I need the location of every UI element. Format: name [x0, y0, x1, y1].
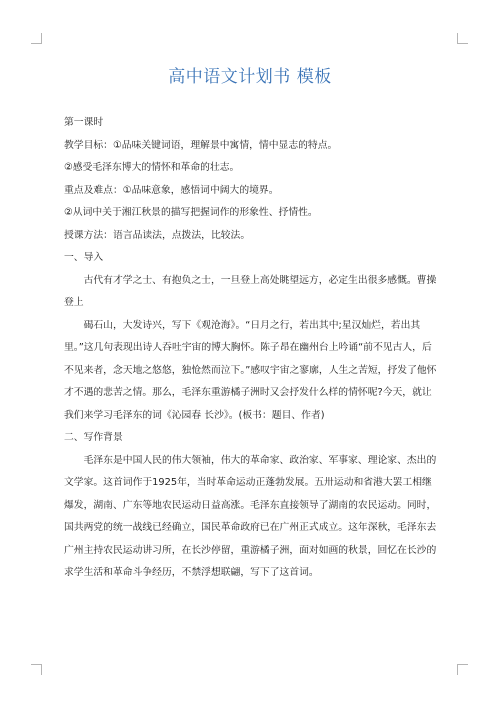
crop-mark-bottom-left — [31, 664, 42, 675]
section-heading: 一、导入 — [64, 252, 104, 263]
paragraph: 碣石山，大发诗兴，写下《观沧海》。“日月之行，若出其中;星汉灿烂，若出其里。”这几句表现出诗人吞吐宇宙的博大胸怀。陈子昂在幽州台上吟诵“前不见古人，后不见来者，念天地之悠悠，独怆然而泣下。”感叹宇宙之寥廓，人生之苦短，抒发了他怀才不遇的悲苦之情。那么，毛泽东重游橘子洲时又会抒发什么样的情怀呢?今天，就让我们来学习毛泽东的词《沁园春 长沙》。(板书：题目、作者) — [64, 319, 437, 421]
paragraph: 第一课时 — [64, 117, 104, 128]
document-title: 高中语文计划书 模板 — [168, 67, 332, 87]
paragraph: 重点及难点：①品味意象，感悟词中阔大的境界。 — [64, 184, 279, 196]
crop-mark-top-right — [457, 33, 468, 44]
section-heading: 二、写作背景 — [64, 432, 123, 443]
crop-mark-bottom-right — [457, 664, 468, 675]
crop-mark-top-left — [31, 33, 42, 44]
paragraph: 授课方法：语言品读法，点拨法，比较法。 — [64, 229, 251, 241]
paragraph: 古代有才学之士、有抱负之士，一旦登上高处眺望远方，必定生出很多感慨。曹操登上 — [64, 274, 437, 308]
document-body — [64, 112, 438, 585]
paragraph: ②感受毛泽东博大的情怀和革命的壮志。 — [64, 162, 240, 173]
paragraph: 教学目标：①品味关键词语，理解景中寓情，情中显志的特点。 — [64, 139, 338, 151]
paragraph: ②从词中关于湘江秋景的描写把握词作的形象性、抒情性。 — [64, 207, 318, 218]
paragraph: 毛泽东是中国人民的伟大领袖，伟大的革命家、政治家、军事家、理论家、杰出的文学家。这首词作于1925年，当时革命运动正蓬勃发展。五卅运动和省港大罢工相继爆发，湖南、广东等地农民运动日益高涨。毛泽东直接领导了湖南的农民运动。同时，国共两党的统一战线已经确立，国民革命政府已在广州正式成立。这年深秋，毛泽东去广州主持农民运动讲习所，在长沙停留，重游橘子洲，面对如画的秋景，回忆在长沙的求学生活和革命斗争经历，不禁浮想联翩，写下了这首词。 — [64, 454, 437, 578]
